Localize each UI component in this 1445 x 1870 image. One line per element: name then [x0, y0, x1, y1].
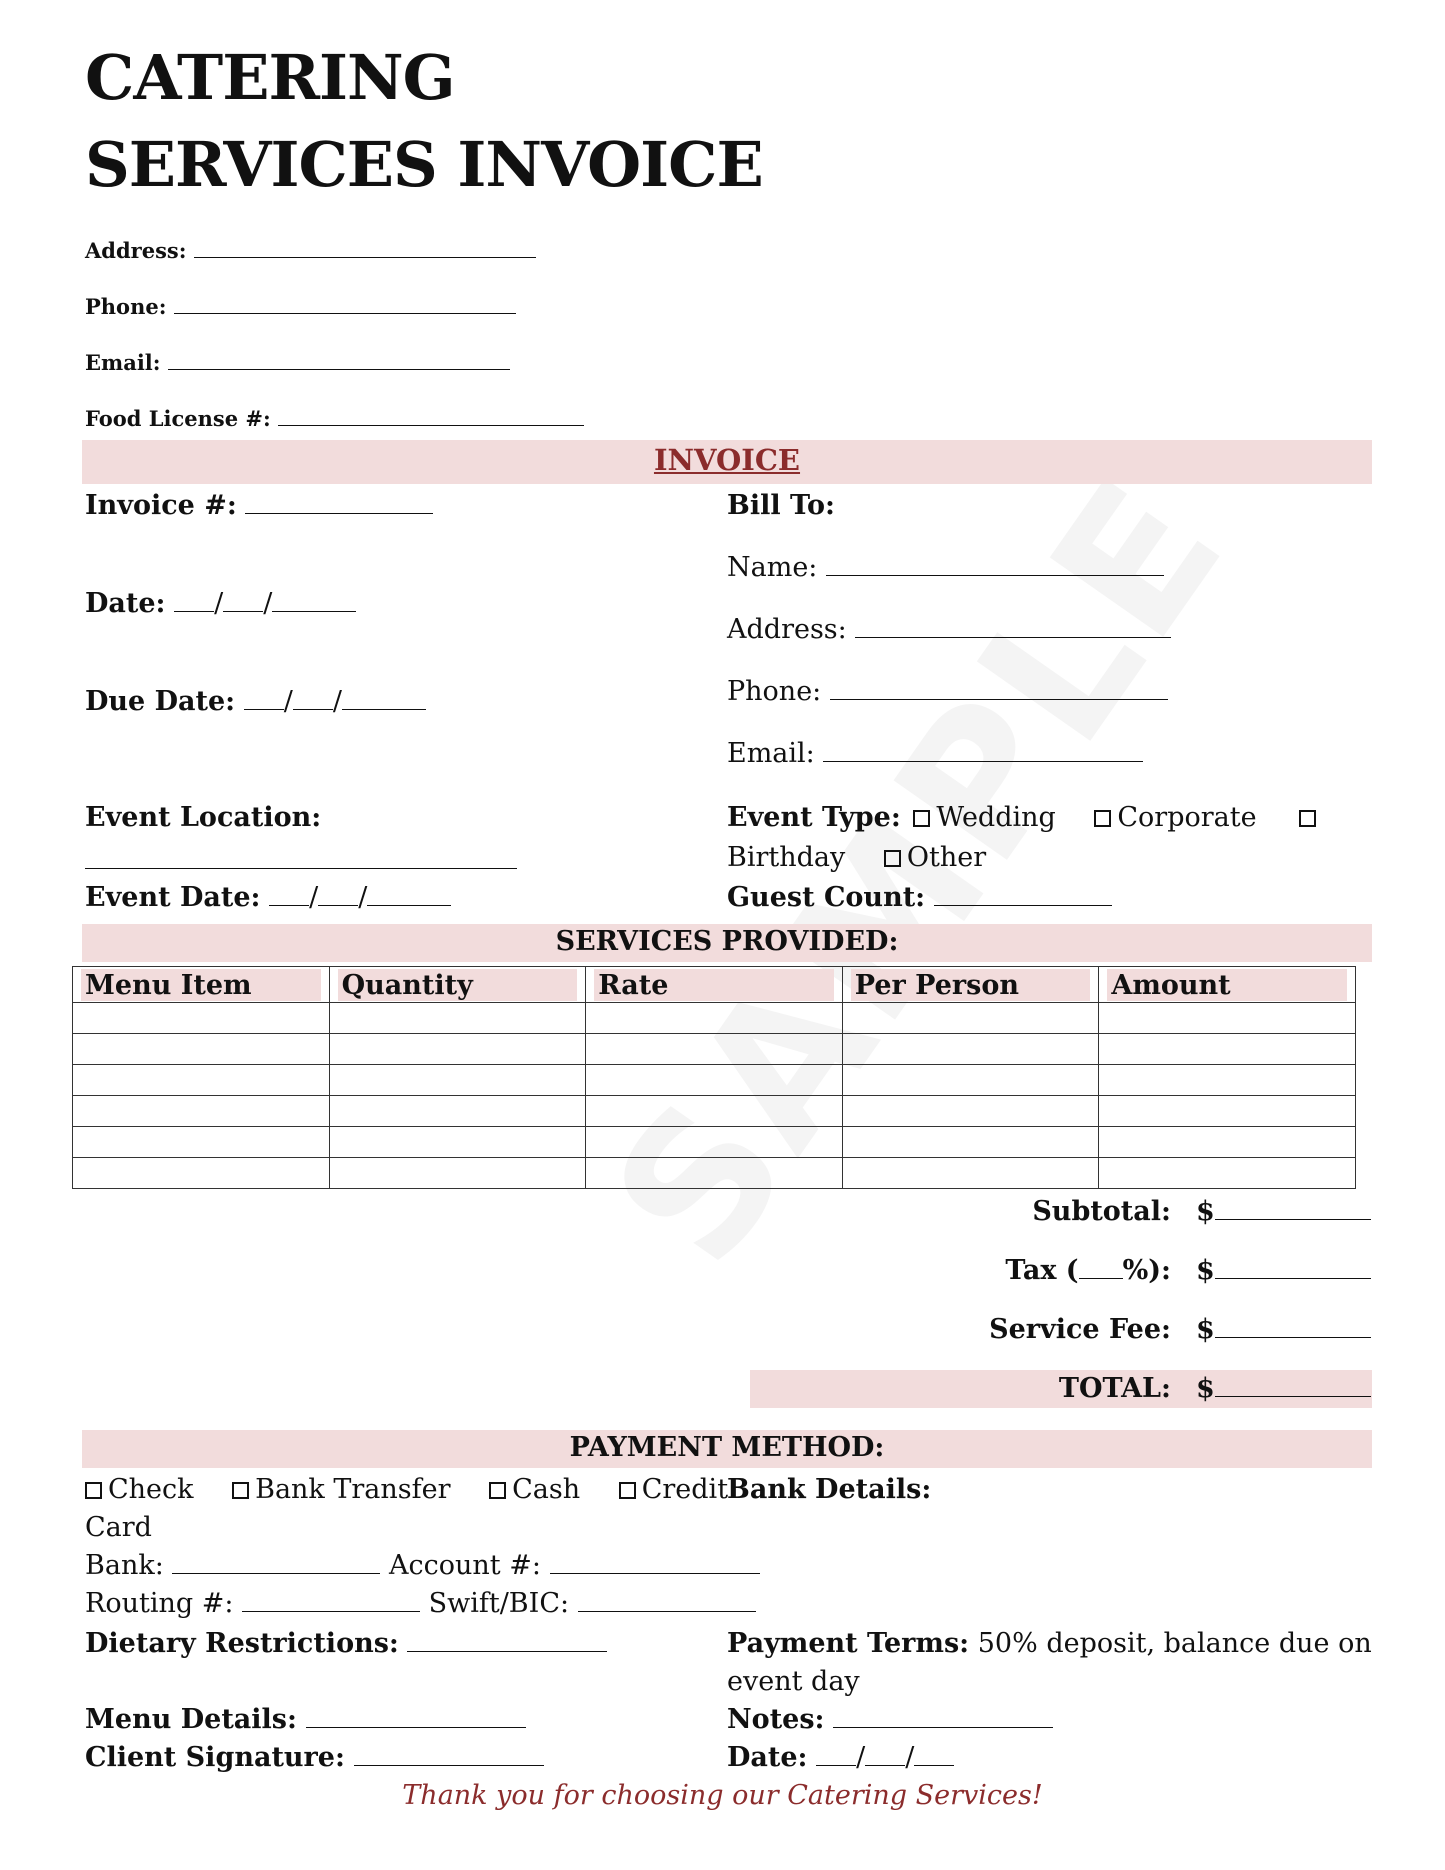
swift-field[interactable]: [578, 1610, 756, 1612]
table-cell[interactable]: [329, 1003, 586, 1034]
total-value: [1196, 1373, 1371, 1404]
company-address-label: Address:: [85, 238, 187, 263]
total-field[interactable]: [1215, 1395, 1371, 1397]
account-label: Account #:: [388, 1550, 541, 1581]
title-line-2: SERVICES INVOICE: [85, 128, 763, 201]
subtotal-field[interactable]: [1215, 1218, 1371, 1220]
tax-label-prefix: Tax (: [1005, 1255, 1079, 1286]
payment-cash-checkbox[interactable]: [489, 1482, 506, 1499]
column-header: [329, 967, 586, 1003]
company-address-field[interactable]: [194, 256, 536, 258]
event-date-day[interactable]: [318, 904, 358, 906]
column-header: [842, 967, 1099, 1003]
service-fee-value: [1196, 1314, 1371, 1345]
table-cell[interactable]: [73, 1065, 330, 1096]
company-phone-label: Phone:: [85, 294, 167, 319]
table-cell[interactable]: [1099, 1127, 1356, 1158]
invoice-date-row: [85, 588, 356, 619]
menu-details-label: Menu Details:: [85, 1704, 297, 1735]
table-cell[interactable]: [1099, 1034, 1356, 1065]
table-cell[interactable]: [329, 1158, 586, 1189]
event-type-corporate-label: Corporate: [1117, 802, 1257, 833]
table-cell[interactable]: [586, 1003, 843, 1034]
food-license-row: [85, 406, 584, 431]
table-cell[interactable]: [329, 1034, 586, 1065]
company-email-field[interactable]: [168, 368, 510, 370]
service-fee-field[interactable]: [1215, 1336, 1371, 1338]
signature-date-label: Date:: [727, 1742, 808, 1773]
event-date-month[interactable]: [269, 904, 309, 906]
table-row: [73, 1034, 1356, 1065]
slash: /: [332, 686, 342, 717]
subtotal-label: Subtotal:: [1032, 1196, 1171, 1227]
event-type-birthday-checkbox[interactable]: [1299, 810, 1316, 827]
currency-sign: $: [1196, 1196, 1215, 1227]
event-date-year[interactable]: [367, 904, 451, 906]
event-type-other-label: Other: [906, 842, 987, 873]
slash: /: [309, 882, 319, 913]
payment-terms-label: Payment Terms:: [727, 1628, 970, 1659]
bill-to-address-field[interactable]: [855, 636, 1171, 638]
event-type-corporate-checkbox[interactable]: [1094, 810, 1111, 827]
column-menu-item: Menu Item: [81, 969, 321, 1001]
table-cell[interactable]: [329, 1065, 586, 1096]
company-email-label: Email:: [85, 350, 161, 375]
table-cell[interactable]: [842, 1003, 1099, 1034]
table-cell[interactable]: [586, 1034, 843, 1065]
payment-check-checkbox[interactable]: [85, 1482, 102, 1499]
dietary-field[interactable]: [407, 1650, 607, 1652]
routing-field[interactable]: [242, 1610, 420, 1612]
table-cell[interactable]: [73, 1034, 330, 1065]
event-type-label: Event Type:: [727, 802, 901, 833]
bank-row: [85, 1550, 760, 1581]
payment-cash-label: Cash: [512, 1474, 581, 1505]
account-field[interactable]: [550, 1572, 760, 1574]
event-type-wedding-label: Wedding: [936, 802, 1056, 833]
currency-sign: $: [1196, 1373, 1215, 1404]
bill-to-address-row: [727, 614, 1171, 645]
invoice-date-label: Date:: [85, 588, 166, 619]
services-header: SERVICES PROVIDED:: [555, 926, 899, 957]
bank-label: Bank:: [85, 1550, 164, 1581]
service-fee-label: Service Fee:: [989, 1314, 1171, 1345]
client-signature-field[interactable]: [354, 1764, 544, 1766]
notes-label: Notes:: [727, 1704, 825, 1735]
dietary-row: [85, 1628, 607, 1659]
table-cell[interactable]: [1099, 1096, 1356, 1127]
slash: /: [283, 686, 293, 717]
dietary-label: Dietary Restrictions:: [85, 1628, 399, 1659]
table-cell[interactable]: [586, 1158, 843, 1189]
signature-date-month[interactable]: [816, 1764, 856, 1766]
bill-to-phone-row: [727, 676, 1168, 707]
invoice-header: INVOICE: [653, 443, 801, 477]
currency-sign: $: [1196, 1255, 1215, 1286]
title-line-1: CATERING: [85, 41, 455, 114]
bill-to-name-row: [727, 552, 1164, 583]
signature-date-year[interactable]: [914, 1764, 954, 1766]
tax-label: [1005, 1255, 1171, 1286]
table-cell[interactable]: [842, 1034, 1099, 1065]
menu-details-row: [85, 1704, 526, 1735]
notes-field[interactable]: [833, 1726, 1053, 1728]
event-date-label: Event Date:: [85, 882, 261, 913]
event-location-field[interactable]: [85, 848, 517, 869]
bill-to-email-row: [727, 738, 1143, 769]
bill-to-heading: Bill To:: [727, 490, 835, 521]
table-cell[interactable]: [1099, 1158, 1356, 1189]
table-cell[interactable]: [586, 1096, 843, 1127]
due-date-label: Due Date:: [85, 686, 236, 717]
due-date-day[interactable]: [293, 708, 333, 710]
table-row: [73, 1065, 1356, 1096]
invoice-date-day[interactable]: [223, 610, 263, 612]
bill-to-phone-label: Phone:: [727, 676, 822, 707]
due-date-row: [85, 686, 426, 717]
due-date-month[interactable]: [244, 708, 284, 710]
slash: /: [263, 588, 273, 619]
guest-count-row: [727, 882, 1112, 913]
client-signature-label: Client Signature:: [85, 1742, 345, 1773]
table-cell[interactable]: [842, 1065, 1099, 1096]
table-cell[interactable]: [586, 1065, 843, 1096]
event-type-birthday-label: Birthday: [727, 842, 846, 873]
table-row: [73, 1096, 1356, 1127]
invoice-number-row: [85, 490, 433, 521]
column-quantity: Quantity: [338, 969, 578, 1001]
guest-count-label: Guest Count:: [727, 882, 926, 913]
subtotal-value: [1196, 1196, 1371, 1227]
bill-to-email-field[interactable]: [823, 760, 1143, 762]
slash: /: [214, 588, 224, 619]
payment-bank-transfer-checkbox[interactable]: [232, 1482, 249, 1499]
table-cell[interactable]: [842, 1096, 1099, 1127]
invoice-date-month[interactable]: [174, 610, 214, 612]
due-date-year[interactable]: [342, 708, 426, 710]
currency-sign: $: [1196, 1314, 1215, 1345]
bill-to-phone-field[interactable]: [830, 698, 1168, 700]
event-date-row: [85, 882, 451, 913]
bill-to-email-label: Email:: [727, 738, 815, 769]
table-row: [73, 1158, 1356, 1189]
slash: /: [358, 882, 368, 913]
food-license-label: Food License #:: [85, 406, 271, 431]
payment-credit-checkbox[interactable]: [619, 1482, 636, 1499]
column-rate: Rate: [594, 969, 834, 1001]
column-header: [73, 967, 330, 1003]
swift-label: Swift/BIC:: [428, 1588, 570, 1619]
notes-row: [727, 1704, 1053, 1735]
payment-terms-text-2: event day: [727, 1666, 860, 1697]
payment-bank-transfer-label: Bank Transfer: [255, 1474, 451, 1505]
bill-to-address-label: Address:: [727, 614, 847, 645]
footer-thank-you: Thank you for choosing our Catering Services!: [402, 1780, 1043, 1811]
company-address-row: [85, 238, 536, 263]
event-type-row: [727, 802, 1322, 833]
slash: /: [856, 1742, 866, 1773]
guest-count-field[interactable]: [934, 904, 1112, 906]
table-cell[interactable]: [842, 1158, 1099, 1189]
event-location-label: Event Location:: [85, 802, 322, 833]
column-header: [1099, 967, 1356, 1003]
payment-terms-text: 50% deposit, balance due on: [977, 1628, 1372, 1659]
event-type-row-2: [727, 842, 986, 873]
company-email-row: [85, 350, 510, 375]
table-cell[interactable]: [1099, 1003, 1356, 1034]
tax-field[interactable]: [1215, 1277, 1371, 1279]
services-table: [72, 966, 1356, 1189]
table-row: [73, 1003, 1356, 1034]
tax-label-suffix: %):: [1122, 1255, 1171, 1286]
payment-options-row: [85, 1474, 728, 1505]
column-per-person: Per Person: [851, 969, 1091, 1001]
column-header: [586, 967, 843, 1003]
menu-details-field[interactable]: [306, 1726, 526, 1728]
bank-field[interactable]: [172, 1572, 380, 1574]
signature-date-day[interactable]: [865, 1764, 905, 1766]
invoice-date-year[interactable]: [272, 610, 356, 612]
bill-to-name-field[interactable]: [826, 574, 1164, 576]
services-header-bar: [82, 924, 1372, 962]
table-cell[interactable]: [329, 1096, 586, 1127]
routing-label: Routing #:: [85, 1588, 234, 1619]
table-cell[interactable]: [73, 1127, 330, 1158]
payment-header: PAYMENT METHOD:: [569, 1432, 885, 1463]
invoice-header-bar: [82, 440, 1372, 484]
tax-value: [1196, 1255, 1371, 1286]
table-header-row: [73, 967, 1356, 1003]
payment-credit-label: Credit: [641, 1474, 729, 1505]
payment-terms-row: [727, 1628, 1372, 1659]
table-cell[interactable]: [842, 1127, 1099, 1158]
signature-date-row: [727, 1742, 954, 1773]
company-phone-field[interactable]: [174, 312, 516, 314]
event-type-other-checkbox[interactable]: [884, 850, 901, 867]
table-cell[interactable]: [73, 1003, 330, 1034]
client-signature-row: [85, 1742, 544, 1773]
table-cell[interactable]: [586, 1127, 843, 1158]
table-cell[interactable]: [329, 1127, 586, 1158]
tax-percent-field[interactable]: [1079, 1277, 1123, 1279]
invoice-number-field[interactable]: [245, 512, 433, 514]
column-amount: Amount: [1107, 969, 1347, 1001]
event-type-wedding-checkbox[interactable]: [913, 810, 930, 827]
payment-header-bar: [82, 1430, 1372, 1468]
company-phone-row: [85, 294, 516, 319]
invoice-number-label: Invoice #:: [85, 490, 237, 521]
table-cell[interactable]: [1099, 1065, 1356, 1096]
table-cell[interactable]: [73, 1158, 330, 1189]
table-row: [73, 1127, 1356, 1158]
slash: /: [905, 1742, 915, 1773]
payment-credit-label-wrap: Card: [85, 1512, 152, 1543]
routing-row: [85, 1588, 756, 1619]
bill-to-name-label: Name:: [727, 552, 818, 583]
food-license-field[interactable]: [278, 424, 584, 426]
table-cell[interactable]: [73, 1096, 330, 1127]
bank-details-label: Bank Details:: [727, 1474, 932, 1505]
payment-check-label: Check: [108, 1474, 194, 1505]
total-label: TOTAL:: [1058, 1373, 1171, 1404]
